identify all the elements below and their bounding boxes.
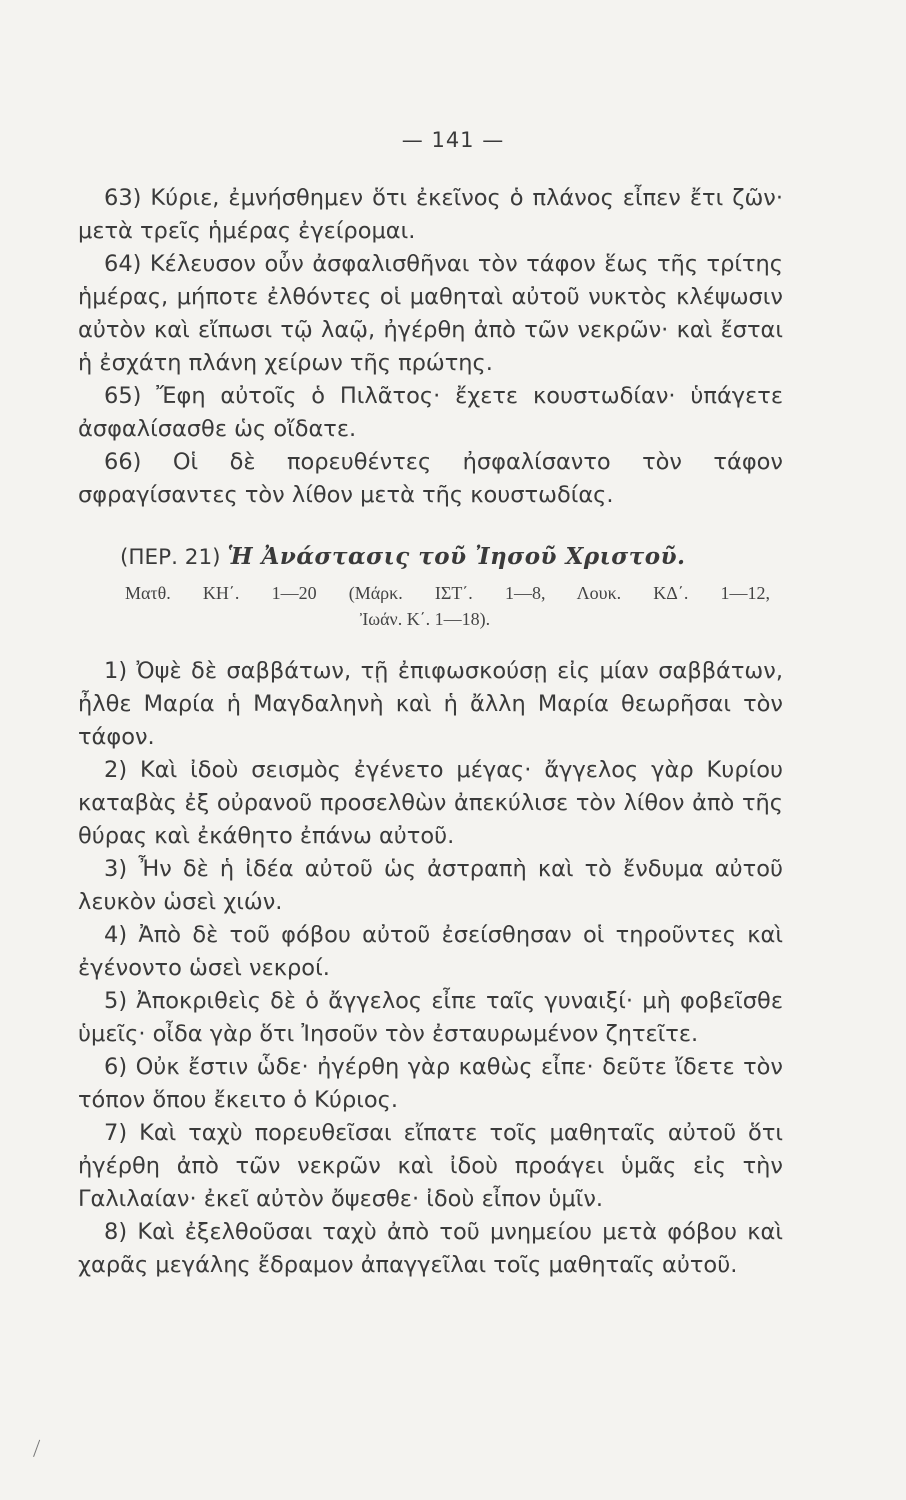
verses-matthew-28 xyxy=(78,655,783,1282)
page-number: — 141 — xyxy=(401,128,505,152)
section-references xyxy=(80,580,770,632)
verse-5: 5) Ἀποκριθεὶς δὲ ὁ ἄγγελος εἶπε ταῖς γυναιξί· μὴ φοβεῖσθε ὑμεῖς· οἶδα γὰρ ὅτι Ἰησοῦν τὸν ἐσταυρωμένον ζητεῖτε. xyxy=(78,988,783,1047)
margin-mark xyxy=(33,1440,44,1459)
verse-8: 8) Καὶ ἐξελθοῦσαι ταχὺ ἀπὸ τοῦ μνημείου μετὰ φόβου καὶ χαρᾶς μεγάλης ἔδραμον ἀπαγγεῖλαι τοῖς μαθηταῖς αὐτοῦ. xyxy=(78,1219,783,1278)
references-line-2: Ἰωάν. Κ΄. 1—18). xyxy=(359,609,491,629)
verse-65: 65) Ἔφη αὐτοῖς ὁ Πιλᾶτος· ἔχετε κουστωδίαν· ὑπάγετε ἀσφαλίσασθε ὡς οἴδατε. xyxy=(78,383,783,442)
verse-7: 7) Καὶ ταχὺ πορευθεῖσαι εἴπατε τοῖς μαθηταῖς αὐτοῦ ὅτι ἠγέρθη ἀπὸ τῶν νεκρῶν καὶ ἰδοὺ προάγει ὑμᾶς εἰς τὴν Γαλιλαίαν· ἐκεῖ αὐτὸν ὄψεσθε· ἰδοὺ εἶπον ὑμῖν. xyxy=(78,1120,783,1212)
verse-1: 1) Ὀψὲ δὲ σαββάτων, τῇ ἐπιφωσκούσῃ εἰς μίαν σαββάτων, ἦλθε Μαρία ἡ Μαγδαληνὴ καὶ ἡ ἄλλη Μαρία θεωρῆσαι τὸν τάφον. xyxy=(78,658,783,750)
verse-63: 63) Κύριε, ἐμνήσθημεν ὅτι ἐκεῖνος ὁ πλάνος εἶπεν ἔτι ζῶν· μετὰ τρεῖς ἡμέρας ἐγείρομαι. xyxy=(78,185,783,244)
verse-6: 6) Οὐκ ἔστιν ὧδε· ἠγέρθη γὰρ καθὼς εἶπε· δεῦτε ἴδετε τὸν τόπον ὅπου ἔκειτο ὁ Κύριος. xyxy=(78,1054,783,1113)
verse-2: 2) Καὶ ἰδοὺ σεισμὸς ἐγένετο μέγας· ἄγγελος γὰρ Κυρίου καταβὰς ἐξ οὐρανοῦ προσελθὼν ἀπεκύλισε τὸν λίθον ἀπὸ τῆς θύρας καὶ ἐκάθητο ἐπάνω αὐτοῦ. xyxy=(78,757,783,849)
verse-3: 3) Ἦν δὲ ἡ ἰδέα αὐτοῦ ὡς ἀστραπὴ καὶ τὸ ἔνδυμα αὐτοῦ λευκὸν ὡσεὶ χιών. xyxy=(78,856,783,915)
verse-66: 66) Οἱ δὲ πορευθέντες ἠσφαλίσαντο τὸν τάφον σφραγίσαντες τὸν λίθον μετὰ τῆς κουστωδίας. xyxy=(78,449,783,508)
section-label: (ΠΕΡ. 21) xyxy=(120,545,221,570)
section-heading xyxy=(120,543,820,570)
verses-matthew-27 xyxy=(78,182,783,512)
verse-4: 4) Ἀπὸ δὲ τοῦ φόβου αὐτοῦ ἐσείσθησαν οἱ τηροῦντες καὶ ἐγένοντο ὡσεὶ νεκροί. xyxy=(78,922,783,981)
verse-64: 64) Κέλευσον οὖν ἀσφαλισθῆναι τὸν τάφον ἕως τῆς τρίτης ἡμέρας, μήποτε ἐλθόντες οἱ μαθηταὶ αὐτοῦ νυκτὸς κλέψωσιν αὐτὸν καὶ εἴπωσι τῷ λαῷ, ἠγέρθη ἀπὸ τῶν νεκρῶν· καὶ ἔσται ἡ ἐσχάτη πλάνη χείρων τῆς πρώτης. xyxy=(78,251,783,376)
section-title: Ἡ Ἀνάστασις τοῦ Ἰησοῦ Χριστοῦ. xyxy=(227,543,686,570)
references-line-1: Ματθ. ΚΗ΄. 1—20 (Μάρκ. ΙΣΤ΄. 1—8, Λουκ. ΚΔ΄. 1—12, xyxy=(125,583,770,603)
